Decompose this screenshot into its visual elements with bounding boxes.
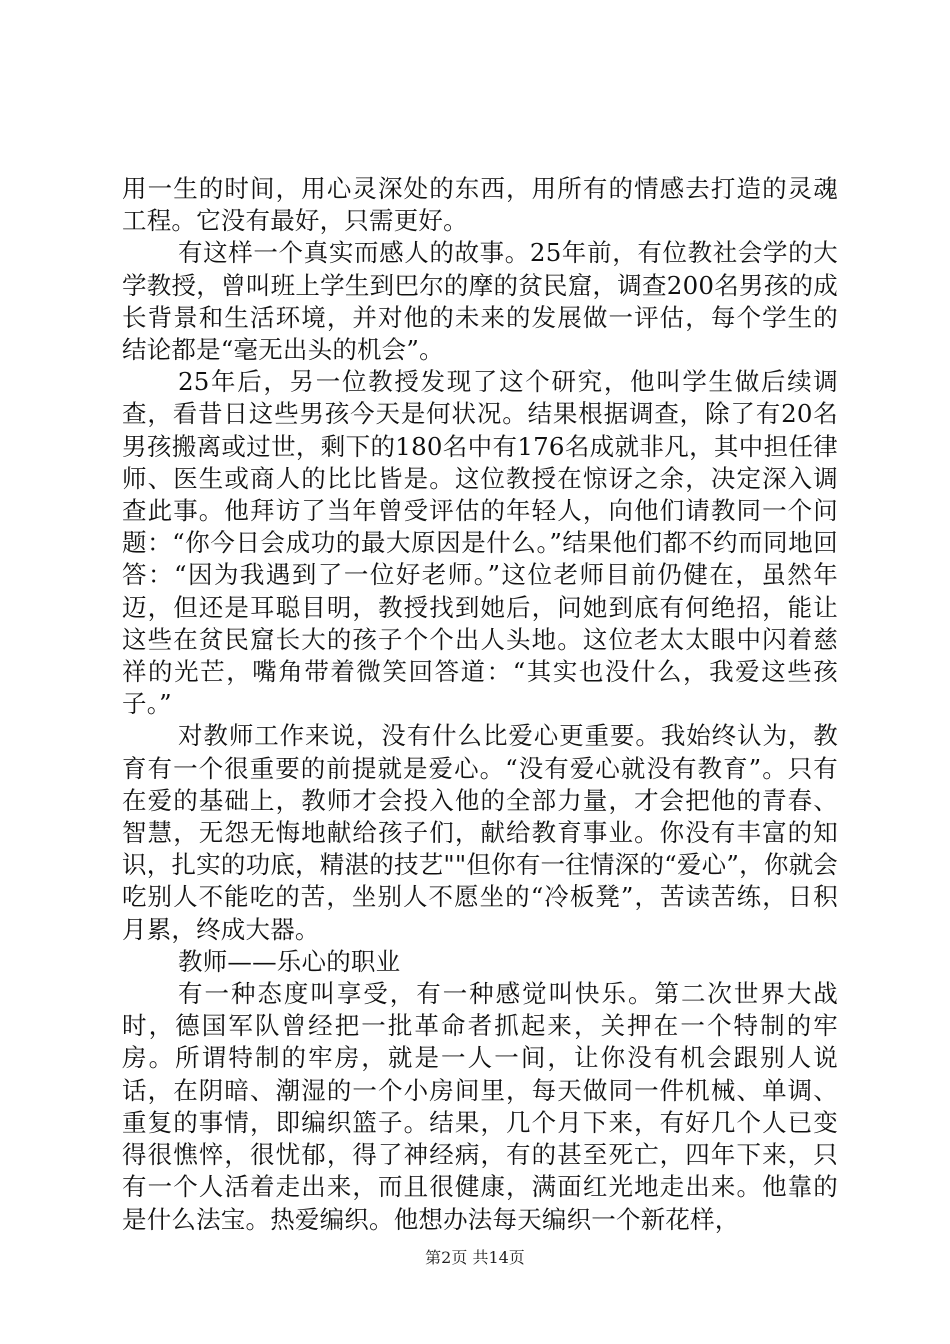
paragraph-3: 25年后，另一位教授发现了这个研究，他叫学生做后续调查，看昔日这些男孩今天是何状况。结果根据调查，除了有20名男孩搬离或过世，剩下的180名中有176名成就非凡，其中担任律师、医生或商人的比比皆是。这位教授在惊讶之余，决定深入调查此事。他拜访了当年曾受评估的年轻人，向他们请教同一个问题：“你今日会成功的最大原因是什么。”结果他们都不约而同地回答：“因为我遇到了一位好老师。”这位老师目前仍健在，虽然年迈，但还是耳聪目明，教授找到她后，问她到底有何绝招，能让这些在贫民窟长大的孩子个个出人头地。这位老太太眼中闪着慈祥的光芒，嘴角带着微笑回答道：“其实也没什么，我爱这些孩子。”	[122, 367, 838, 719]
paragraph-2: 有这样一个真实而感人的故事。25年前，有位教社会学的大学教授，曾叫班上学生到巴尔的摩的贫民窟，调查200名男孩的成长背景和生活环境，并对他的未来的发展做一评估，每个学生的结论都是“毫无出头的机会”。	[122, 238, 838, 365]
section-heading: 教师——乐心的职业	[178, 946, 401, 976]
paragraph-5: 有一种态度叫享受，有一种感觉叫快乐。第二次世界大战时，德国军队曾经把一批革命者抓起来，关押在一个特制的牢房。所谓特制的牢房，就是一人一间，让你没有机会跟别人说话，在阴暗、潮湿的一个小房间里，每天做同一件机械、单调、重复的事情，即编织篮子。结果，几个月下来，有好几个人已变得很憔悴，很忧郁，得了神经病，有的甚至死亡，四年下来，只有一个人活着走出来，而且很健康，满面红光地走出来。他靠的是什么法宝。热爱编织。他想办法每天编织一个新花样，	[122, 979, 838, 1234]
paragraph-1: 用一生的时间，用心灵深处的东西，用所有的情感去打造的灵魂工程。它没有最好，只需更好。	[122, 174, 838, 236]
paragraph-4: 对教师工作来说，没有什么比爱心更重要。我始终认为，教育有一个很重要的前提就是爱心。“没有爱心就没有教育”。只有在爱的基础上，教师才会投入他的全部力量，才会把他的青春、智慧，无怨无悔地献给孩子们，献给教育事业。你没有丰富的知识，扎实的功底，精湛的技艺""但你有一往情深的“爱心”，你就会吃别人不能吃的苦，坐别人不愿坐的“冷板凳”，苦读苦练，日积月累，终成大器。	[122, 721, 838, 944]
body-text	[122, 173, 838, 1236]
page-footer: 第2页 共14页	[425, 1248, 525, 1267]
